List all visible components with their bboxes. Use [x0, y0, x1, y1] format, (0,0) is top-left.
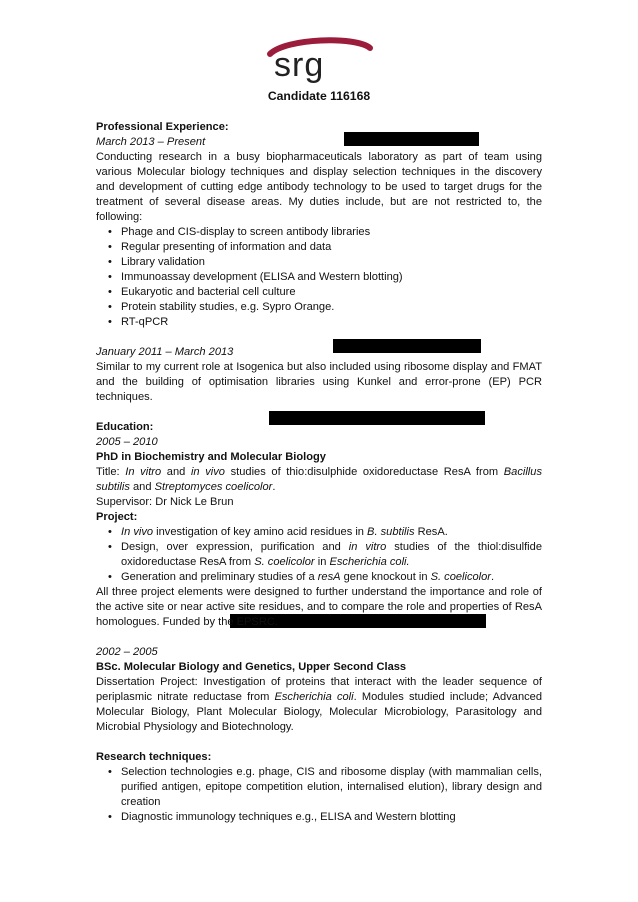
list-item: • Diagnostic immunology techniques e.g., ELISA and Western blotting: [96, 810, 542, 825]
list-item: • Immunoassay development (ELISA and Western blotting): [96, 270, 542, 285]
experience-heading: Professional Experience:: [96, 121, 229, 133]
job1-dates: March 2013 – Present: [96, 136, 206, 148]
phd-summary: All three project elements were designed to further understand the importance and role of the active site or near active site residues, and to compare the role and properties of ResA homologues. Funded by the EPSRC.: [96, 586, 542, 628]
list-item: • Eukaryotic and bacterial cell culture: [96, 285, 542, 300]
bsc-dissertation: Dissertation Project: Investigation of proteins that interact with the leader sequence of periplasmic nitrate reductase from Escherichia coli. Modules studied include; Advanced Molecular Biology, Plant Molecular Biology, Molecular Microbiology, Parasitology and Microbial Physiology and Biotechnology.: [96, 676, 543, 733]
list-item: • Selection technologies e.g. phage, CIS and ribosome display (with mammalian cells, purified antigen, epitope competition elution, internalised elution), library design and creation: [96, 765, 542, 810]
list-item: • Protein stability studies, e.g. Sypro Orange.: [96, 300, 542, 315]
phd-title: Title: In vitro and in vivo studies of thio:disulphide oxidoreductase ResA from Bacillus subtilis and Streptomyces coelicolor.: [96, 466, 542, 493]
job2-description: Similar to my current role at Isogenica but also included using ribosome display and FMAT and the building of optimisation libraries using Kunkel and error-prone (EP) PCR techniques.: [96, 361, 542, 403]
phd-dates: 2005 – 2010: [96, 436, 158, 448]
bsc-dates: 2002 – 2005: [96, 646, 158, 658]
list-item: • Generation and preliminary studies of a resA gene knockout in S. coelicolor.: [96, 570, 542, 585]
project-list: [96, 525, 542, 585]
list-item: • Regular presenting of information and data: [96, 240, 542, 255]
project-heading: Project:: [96, 511, 138, 523]
list-item: • Library validation: [96, 255, 542, 270]
list-item: • In vivo investigation of key amino acid residues in B. subtilis ResA.: [96, 525, 542, 540]
education-heading: Education:: [96, 421, 154, 433]
list-item: • RT-qPCR: [96, 315, 542, 330]
research-heading: Research techniques:: [96, 751, 212, 763]
list-item: • Phage and CIS-display to screen antibody libraries: [96, 225, 542, 240]
cv-content: [96, 120, 542, 825]
list-item: • Design, over expression, purification and in vitro studies of the thiol:disulfide oxidoreductase ResA from S. coelicolor in Escherichia coli.: [96, 540, 542, 570]
job2-dates: January 2011 – March 2013: [96, 346, 234, 358]
research-list: [96, 765, 542, 825]
candidate-id: Candidate 116168: [267, 89, 371, 103]
phd-degree: PhD in Biochemistry and Molecular Biology: [96, 451, 326, 463]
phd-supervisor: Supervisor: Dr Nick Le Brun: [96, 496, 234, 508]
job1-description: Conducting research in a busy biopharmaceuticals laboratory as part of team using various Molecular biology techniques and display selection techniques in the discovery and development of cutting edge antibody technology to be used to target drugs for the treatment of several disease areas. My duties include, but are not restricted to, the following:: [96, 151, 542, 223]
job1-duties-list: [96, 225, 542, 330]
logo-text: srg: [274, 46, 325, 84]
bsc-degree: BSc. Molecular Biology and Genetics, Upper Second Class: [96, 661, 407, 673]
srg-logo: [266, 36, 374, 86]
